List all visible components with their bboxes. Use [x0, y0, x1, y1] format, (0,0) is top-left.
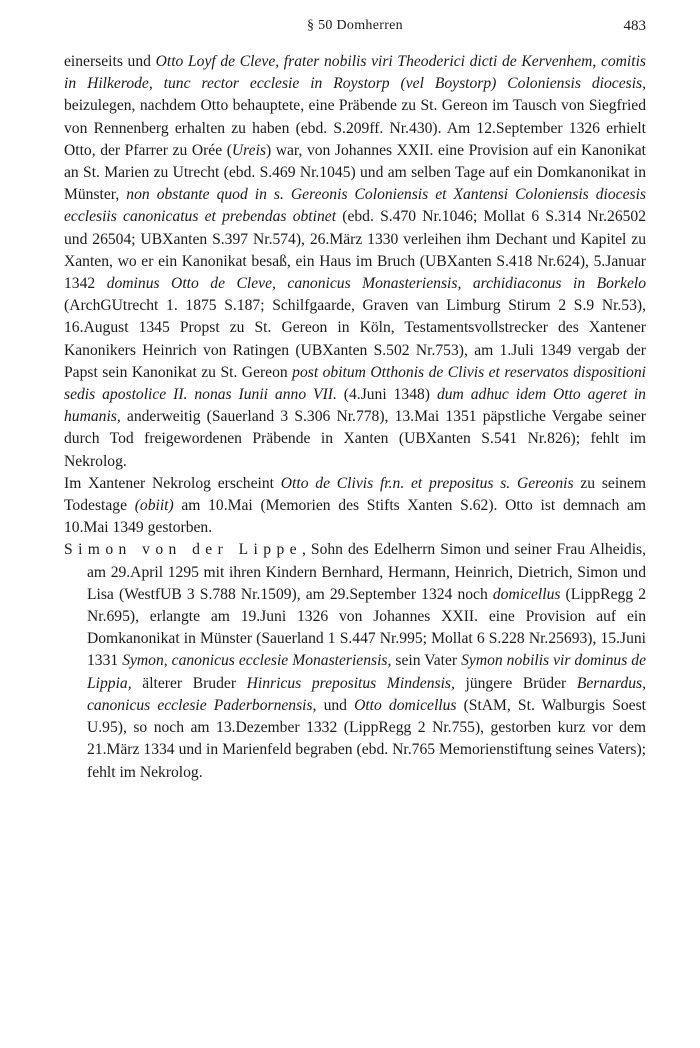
- otto-entry-continuation: [64, 51, 646, 473]
- latin-quote: Otto de Clivis fr.n. et prepositus s. Gereonis: [280, 474, 574, 492]
- body-text: [64, 51, 646, 784]
- running-title: § 50 Domherren: [307, 18, 403, 33]
- text-run: am 10.Mai (Memorien des Stifts Xanten S.62). Otto ist demnach am 10.Mai 1349 gestorben.: [64, 497, 646, 537]
- text-run: Im Xantener Nekrolog erscheint: [64, 474, 281, 492]
- text-run: sein Vater: [391, 652, 462, 670]
- latin-quote: Otto Loyf de Cleve, frater nobilis viri Theoderici dicti de Kervenhem, comitis in Hilkerode, tunc rector ecclesie in Roystorp (vel Boystorp) Coloniensis diocesis,: [64, 53, 646, 93]
- latin-quote: domicellus: [492, 585, 561, 603]
- latin-quote: post obitum Otthonis de Clivis et reservatos dispositioni sedis apostolice II. nonas Iunii anno VII.: [64, 363, 646, 404]
- latin-quote: Symon, canonicus ecclesie Monasteriensis,: [122, 652, 392, 670]
- text-run: (4.Juni 1348): [336, 386, 437, 404]
- text-run: , Sohn des Edelherrn Simon und seiner Frau Alheidis, am 29.April 1295 mit ihren Kindern Bernhard, Hermann, Heinrich, Dietrich, Simon und Lisa (WestfUB 3 S.788 Nr.1509), am 29.September 1324 noch: [87, 541, 646, 603]
- text-run: einerseits und: [64, 53, 156, 70]
- latin-quote: Otto domicellus: [354, 696, 457, 714]
- latin-quote: (obiit): [134, 497, 174, 515]
- text-run: (StAM, St. Walburgis Soest U.95), so noch am 13.Dezember 1332 (LippRegg 2 Nr.755), gestorben kurz vor dem 21.März 1334 und in Marienfeld begraben (ebd. Nr.765 Memorienstiftung seines Vaters); fehlt im Nekrolog.: [87, 696, 647, 781]
- text-run: (LippRegg 2 Nr.695), erlangte am 19.Juni 1326 von Johannes XXII. eine Provision auf ein Domkanonikat in Münster (Sauerland 1 S.447 Nr.995; Mollat 6 S.228 Nr.25693), 15.Juni 1331: [87, 585, 647, 670]
- latin-quote: non obstante quod in s. Gereonis Coloniensis et Xantensi Coloniensis diocesis ecclesiis canonicatus et prebendas obtinet: [64, 186, 646, 226]
- latin-quote: dominus Otto de Cleve, canonicus Monasteriensis, archidiaconus in Borkelo: [106, 275, 646, 293]
- latin-quote: Hinricus prepositus Mindensis,: [246, 674, 455, 692]
- latin-quote: Symon nobilis vir dominus de Lippia,: [87, 652, 646, 692]
- text-run: anderweitig (Sauerland 3 S.306 Nr.778), 13.Mai 1351 päpstliche Vergabe seiner durch Tod freigewordenen Präbende in Xanten (UBXanten S.541 Nr.826); fehlt im Nekrolog.: [64, 408, 646, 470]
- text-run: jüngere Brüder: [454, 674, 577, 692]
- simon-von-der-lippe-entry: [64, 539, 646, 783]
- text-run: beizulegen, nachdem Otto behauptete, eine Präbende zu St. Gereon im Tausch von Siegfried von Rennenberg erhalten zu haben (ebd. S.209ff. Nr.430). Am 12.September 1326 erhielt Otto, der Pfarrer zu Orée (: [64, 97, 646, 159]
- latin-quote: Bernardus, canonicus ecclesie Paderbornensis,: [87, 674, 646, 714]
- text-run: (ArchGUtrecht 1. 1875 S.187; Schilfgaarde, Graven van Limburg Stirum 2 S.9 Nr.53), 16.August 1345 Propst zu St. Gereon in Köln, Testamentsvollstrecker des Xantener Kanonikers Heinrich von Ratingen (UBXanten S.502 Nr.753), am 1.Juli 1349 vergab der Papst sein Kanonikat zu St. Gereon: [64, 297, 646, 381]
- text-run: (ebd. S.470 Nr.1046; Mollat 6 S.314 Nr.26502 und 26504; UBXanten S.397 Nr.574), 26.März 1330 verleihen ihm Dechant und Kapitel zu Xanten, wo er ein Kanonikat besaß, ein Haus im Bruch (UBXanten S.418 Nr.624), 5.Januar 1342: [64, 208, 647, 293]
- text-run: und: [316, 696, 355, 714]
- page-header: [64, 18, 646, 42]
- necrology-note: [64, 473, 646, 540]
- text-run: ) war, von Johannes XXII. eine Provision auf ein Kanonikat an St. Marien zu Utrecht (ebd. S.469 Nr.1045) und am selben Tage auf ein Domkanonikat in Münster,: [64, 141, 646, 204]
- latin-quote: dum adhuc idem Otto ageret in humanis,: [64, 386, 646, 426]
- latin-quote: Ureis: [231, 141, 266, 159]
- text-run: zu seinem Todestage: [64, 474, 647, 515]
- page-number: 483: [623, 18, 646, 34]
- text-run: älterer Bruder: [131, 674, 247, 692]
- entry-name: Simon von der Lippe: [64, 541, 302, 559]
